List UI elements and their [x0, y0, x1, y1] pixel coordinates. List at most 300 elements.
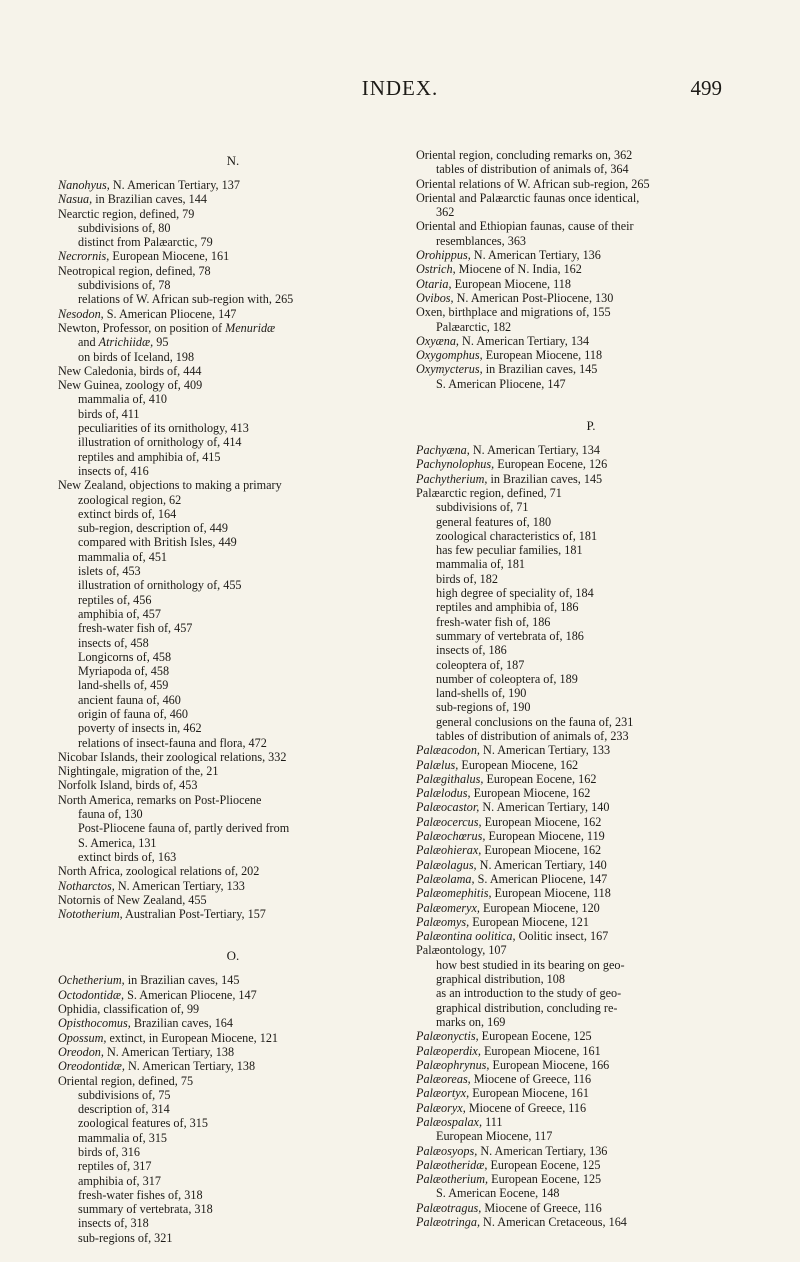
index-subentry — [58, 350, 408, 364]
index-entry — [58, 1045, 408, 1059]
index-subentry — [58, 235, 408, 249]
entry-text: distinct from Palæarctic, 79 — [78, 235, 213, 250]
index-entry — [416, 915, 766, 929]
index-entry — [416, 1172, 766, 1186]
index-entry — [416, 1215, 766, 1229]
entry-text: birds of, 182 — [436, 571, 498, 586]
entry-text: N. American Post-Pliocene, 130 — [453, 290, 614, 305]
entry-text: has few peculiar families, 181 — [436, 543, 583, 558]
index-entry — [416, 334, 766, 348]
index-entry — [416, 1101, 766, 1115]
entry-term: Palæoryx, — [416, 1100, 466, 1115]
index-subentry — [416, 162, 766, 176]
index-entry — [58, 750, 408, 764]
entry-term: Pachytherium, — [416, 471, 488, 486]
index-subentry — [58, 407, 408, 421]
entry-term: Necrornis, — [58, 249, 110, 264]
entry-term: Palæotherium, — [416, 1172, 489, 1187]
page-header — [0, 70, 800, 100]
index-subentry — [416, 600, 766, 614]
index-subentry — [58, 278, 408, 292]
index-subentry — [416, 958, 766, 972]
entry-text: illustration of ornithology of, 414 — [78, 435, 242, 450]
entry-text: Oolitic insect, 167 — [515, 929, 609, 944]
index-entry — [58, 207, 408, 221]
entry-text: European Miocene, 161 — [469, 1086, 589, 1101]
index-entry — [416, 148, 766, 162]
index-subentry — [58, 1116, 408, 1130]
entry-text: zoological region, 62 — [78, 492, 182, 507]
entry-text: graphical distribution, 108 — [436, 972, 565, 987]
entry-text: Oriental and Ethiopian faunas, cause of their — [416, 219, 634, 234]
index-subentry — [58, 636, 408, 650]
entry-term: Oreodon, — [58, 1044, 104, 1059]
page-number: 499 — [690, 76, 722, 100]
index-entry — [416, 1044, 766, 1058]
section-spacer — [58, 921, 408, 943]
section-letter: O. — [226, 948, 240, 964]
entry-text: North Africa, zoological relations of, 202 — [58, 864, 260, 879]
index-subentry — [416, 500, 766, 514]
index-subentry — [58, 650, 408, 664]
entry-text: reptiles of, 317 — [78, 1159, 152, 1174]
entry-text: North America, remarks on Post-Pliocene — [58, 792, 262, 807]
entry-text: European Eocene, 125 — [478, 1029, 592, 1044]
index-subentry — [58, 693, 408, 707]
entry-term: Ostrich, — [416, 262, 456, 277]
entry-text: European Miocene, 117 — [436, 1129, 553, 1144]
entry-text: S. American Eocene, 148 — [436, 1186, 560, 1201]
entry-text: insects of, 186 — [436, 643, 507, 658]
index-subentry — [58, 678, 408, 692]
entry-term: Palægithalus, — [416, 771, 484, 786]
entry-text: 362 — [436, 205, 455, 220]
entry-text: tables of distribution of animals of, 364 — [436, 162, 629, 177]
index-subentry — [58, 721, 408, 735]
index-entry — [416, 191, 766, 205]
index-entry — [58, 1002, 408, 1016]
index-column-right — [416, 148, 766, 1229]
entry-text: sub-regions of, 321 — [78, 1230, 173, 1245]
entry-text: illustration of ornithology of, 455 — [78, 578, 242, 593]
index-entry — [58, 478, 408, 492]
entry-text: subdivisions of, 71 — [436, 500, 529, 515]
index-subentry — [58, 1088, 408, 1102]
entry-text: summary of vertebrata, 318 — [78, 1202, 213, 1217]
entry-term: Oxyæna, — [416, 333, 459, 348]
entry-text: peculiarities of its ornithology, 413 — [78, 421, 249, 436]
entry-text: S. American Pliocene, 147 — [103, 306, 237, 321]
entry-text: European Eocene, 162 — [483, 771, 597, 786]
entry-term: Palæolama, — [416, 871, 475, 886]
entry-text: fauna of, 130 — [78, 807, 143, 822]
index-subentry — [416, 1129, 766, 1143]
index-column-left — [58, 148, 408, 1245]
index-entry — [58, 988, 408, 1002]
index-subentry — [58, 736, 408, 750]
index-entry — [416, 305, 766, 319]
entry-term: Palæotheridæ, — [416, 1157, 488, 1172]
entry-text: amphibia of, 457 — [78, 606, 161, 621]
entry-text: poverty of insects in, 462 — [78, 721, 202, 736]
index-subentry — [58, 607, 408, 621]
index-entry — [416, 815, 766, 829]
entry-text: sub-regions of, 190 — [436, 700, 531, 715]
entry-term: Atrichiidæ, — [98, 335, 154, 350]
entry-text: S. American Pliocene, 147 — [124, 987, 257, 1002]
index-subentry — [416, 320, 766, 334]
index-subentry — [58, 707, 408, 721]
index-subentry — [58, 1159, 408, 1173]
index-entry — [416, 829, 766, 843]
entry-term: Palæacodon, — [416, 743, 480, 758]
entry-text: reptiles and amphibia of, 186 — [436, 600, 579, 615]
entry-text: fresh-water fishes of, 318 — [78, 1187, 203, 1202]
index-entry — [58, 907, 408, 921]
entry-term: Palæohierax, — [416, 843, 482, 858]
entry-text: Palæontology, 107 — [416, 943, 507, 958]
entry-term: Orohippus, — [416, 248, 471, 263]
index-subentry — [58, 521, 408, 535]
index-entry — [58, 249, 408, 263]
entry-text: S. American Pliocene, 147 — [474, 871, 608, 886]
entry-text: European Miocene, 121 — [469, 914, 589, 929]
index-entry — [58, 1059, 408, 1073]
index-subentry — [416, 658, 766, 672]
index-entry — [58, 192, 408, 206]
running-title: INDEX. — [361, 76, 439, 100]
entry-term: Otaria, — [416, 276, 452, 291]
entry-term: Octodontidæ, — [58, 987, 125, 1002]
entry-text: mammalia of, 410 — [78, 392, 168, 407]
section-spacer — [416, 391, 766, 413]
entry-term: Palæonyctis, — [416, 1029, 479, 1044]
entry-text: Notornis of New Zealand, 455 — [58, 892, 207, 907]
index-subentry — [416, 1001, 766, 1015]
entry-text: N. American Tertiary, 140 — [479, 800, 610, 815]
entry-text: graphical distribution, concluding re- — [436, 1000, 618, 1015]
entry-text: zoological characteristics of, 181 — [436, 528, 598, 543]
index-entry — [416, 943, 766, 957]
entry-text: tables of distribution of animals of, 233 — [436, 728, 629, 743]
entry-term: Menuridæ — [225, 320, 276, 335]
entry-text: reptiles and amphibia of, 415 — [78, 449, 221, 464]
entry-text: Nightingale, migration of the, 21 — [58, 764, 219, 779]
entry-text: land-shells of, 459 — [78, 678, 169, 693]
entry-text: subdivisions of, 80 — [78, 220, 171, 235]
index-subentry — [58, 221, 408, 235]
entry-text: Nearctic region, defined, 79 — [58, 206, 195, 221]
entry-term: Palæophrynus, — [416, 1057, 490, 1072]
index-entry — [58, 1016, 408, 1030]
entry-text: S. American Pliocene, 147 — [436, 376, 566, 391]
index-entry — [58, 264, 408, 278]
entry-text: N. American Tertiary, 140 — [476, 857, 607, 872]
entry-text: European Miocene, 166 — [489, 1057, 610, 1072]
index-subentry — [416, 1015, 766, 1029]
entry-text: subdivisions of, 75 — [78, 1087, 171, 1102]
entry-term: Nanohyus, — [58, 178, 110, 192]
entry-text: general features of, 180 — [436, 514, 552, 529]
entry-text: mammalia of, 315 — [78, 1130, 168, 1145]
index-continuation — [416, 205, 766, 219]
entry-text: S. America, 131 — [78, 835, 157, 850]
entry-term: Palæortyx, — [416, 1086, 470, 1101]
entry-text: on birds of Iceland, 198 — [78, 349, 195, 364]
entry-term: Palæomys, — [416, 914, 470, 929]
index-subentry — [416, 643, 766, 657]
entry-text: description of, 314 — [78, 1102, 170, 1117]
entry-text: N. American Tertiary, 134 — [458, 333, 590, 348]
entry-text: New Caledonia, birds of, 444 — [58, 363, 202, 378]
index-subentry — [58, 1216, 408, 1230]
entry-text: N. American Tertiary, 136 — [470, 248, 601, 263]
index-subentry — [58, 1102, 408, 1116]
entry-text: Oriental region, concluding remarks on, 362 — [416, 148, 633, 162]
index-subentry — [58, 292, 408, 306]
entry-text: in Brazilian caves, 145 — [482, 362, 598, 377]
index-entry — [416, 472, 766, 486]
entry-text: Australian Post-Tertiary, 157 — [122, 907, 266, 922]
entry-text: European Miocene, 162 — [470, 786, 591, 801]
entry-text: number of coleoptera of, 189 — [436, 671, 578, 686]
section-letter: P. — [586, 418, 596, 434]
entry-text: Longicorns of, 458 — [78, 649, 172, 664]
entry-term: Palæolagus, — [416, 857, 477, 872]
index-subentry — [416, 586, 766, 600]
index-continuation — [58, 807, 408, 821]
entry-text: 95 — [153, 335, 169, 350]
index-subentry — [58, 1231, 408, 1245]
index-subentry — [58, 535, 408, 549]
index-subentry — [416, 572, 766, 586]
index-subentry — [58, 578, 408, 592]
entry-text: European Miocene, 161 — [109, 249, 230, 264]
entry-text: Miocene of Greece, 116 — [470, 1072, 592, 1087]
entry-text: Nicobar Islands, their zoological relations, 332 — [58, 749, 287, 764]
entry-text: birds of, 316 — [78, 1145, 140, 1159]
index-entry — [58, 321, 408, 335]
index-entry — [416, 1058, 766, 1072]
entry-term: Opossum, — [58, 1030, 107, 1045]
entry-text: how best studied in its bearing on geo- — [436, 957, 625, 972]
index-entry — [416, 1086, 766, 1100]
index-entry — [416, 277, 766, 291]
entry-text: Post-Pliocene fauna of, partly derived from — [78, 821, 290, 836]
entry-text: amphibia of, 317 — [78, 1173, 161, 1188]
entry-text: European Eocene, 125 — [487, 1157, 601, 1172]
entry-text: European Eocene, 126 — [494, 457, 608, 472]
index-subentry — [416, 629, 766, 643]
index-entry — [416, 901, 766, 915]
index-subentry — [416, 529, 766, 543]
entry-text: Newton, Professor, on position of — [58, 320, 226, 335]
entry-text: coleoptera of, 187 — [436, 657, 525, 672]
index-entry — [416, 177, 766, 191]
entry-text: Miocene of N. India, 162 — [455, 262, 582, 277]
entry-text: subdivisions of, 78 — [78, 278, 171, 293]
entry-text: insects of, 458 — [78, 635, 149, 650]
index-entry — [58, 1074, 408, 1088]
entry-term: Palæosyops, — [416, 1143, 478, 1158]
entry-text: Neotropical region, defined, 78 — [58, 263, 211, 278]
index-entry — [58, 778, 408, 792]
index-entry — [416, 1115, 766, 1129]
entry-text: reptiles of, 456 — [78, 592, 152, 607]
index-entry — [416, 1029, 766, 1043]
index-entry — [416, 457, 766, 471]
index-entry — [58, 364, 408, 378]
index-subentry — [58, 621, 408, 635]
entry-text: general conclusions on the fauna of, 231 — [436, 714, 634, 729]
index-entry — [416, 1201, 766, 1215]
entry-text: fresh-water fish of, 186 — [436, 614, 551, 629]
index-entry — [416, 843, 766, 857]
entry-text: European Eocene, 125 — [488, 1172, 602, 1187]
index-entry — [416, 800, 766, 814]
entry-term: Palæontina oolitica, — [416, 929, 516, 944]
index-subentry — [58, 836, 408, 850]
entry-text: European Miocene, 162 — [481, 843, 602, 858]
index-entry — [416, 886, 766, 900]
index-subentry — [416, 986, 766, 1000]
entry-term: Ovibos, — [416, 290, 454, 305]
index-entry — [58, 864, 408, 878]
entry-text: sub-region, description of, 449 — [78, 521, 228, 536]
entry-text: European Miocene, 162 — [481, 814, 602, 829]
entry-text: high degree of speciality of, 184 — [436, 586, 594, 601]
entry-text: New Guinea, zoology of, 409 — [58, 378, 203, 393]
index-entry — [416, 929, 766, 943]
index-subentry — [58, 435, 408, 449]
entry-term: Palæotringa, — [416, 1215, 480, 1230]
entry-text: Oxen, birthplace and migrations of, 155 — [416, 305, 611, 320]
entry-text: zoological features of, 315 — [78, 1116, 208, 1131]
entry-term: Palælus, — [416, 757, 459, 772]
entry-term: Nototherium, — [58, 907, 123, 922]
index-subentry — [58, 392, 408, 406]
entry-text: insects of, 318 — [78, 1216, 149, 1231]
entry-text: extinct birds of, 164 — [78, 506, 177, 521]
entry-text: N. American Tertiary, 138 — [124, 1059, 256, 1074]
entry-text: mammalia of, 181 — [436, 557, 526, 572]
index-subentry — [416, 686, 766, 700]
entry-term: Oxymycterus, — [416, 362, 483, 377]
entry-text: islets of, 453 — [78, 564, 141, 579]
entry-term: Palæochœrus, — [416, 829, 486, 844]
entry-text: Ophidia, classification of, 99 — [58, 1002, 200, 1017]
entry-text: European Miocene, 120 — [479, 900, 600, 915]
entry-text: and — [78, 335, 99, 350]
index-entry — [58, 307, 408, 321]
index-subentry — [58, 507, 408, 521]
entry-text: New Zealand, objections to making a primary — [58, 478, 282, 493]
index-subentry — [58, 821, 408, 835]
entry-text: Oriental region, defined, 75 — [58, 1073, 194, 1088]
entry-text: birds of, 411 — [78, 406, 140, 421]
entry-term: Palælodus, — [416, 786, 471, 801]
entry-text: Miocene of Greece, 116 — [465, 1100, 587, 1115]
index-entry — [416, 362, 766, 376]
entry-text: N. American Tertiary, 134 — [469, 443, 600, 458]
entry-text: extinct birds of, 163 — [78, 849, 177, 864]
entry-text: N. American Tertiary, 133 — [479, 743, 611, 758]
index-entry — [416, 443, 766, 457]
entry-text: N. American Tertiary, 136 — [477, 1143, 608, 1158]
index-subentry — [58, 564, 408, 578]
index-subentry — [58, 1145, 408, 1159]
entry-text: N. American Cretaceous, 164 — [480, 1215, 627, 1230]
entry-text: in Brazilian caves, 144 — [92, 192, 207, 207]
entry-term: Opisthocomus, — [58, 1016, 131, 1031]
index-subentry — [416, 377, 766, 391]
index-subentry — [416, 515, 766, 529]
index-entry — [58, 178, 408, 192]
entry-term: Palæoperdix, — [416, 1043, 481, 1058]
index-continuation — [416, 234, 766, 248]
entry-text: Oriental and Palæarctic faunas once identical, — [416, 190, 640, 205]
index-subentry — [416, 672, 766, 686]
entry-text: summary of vertebrata of, 186 — [436, 628, 584, 643]
entry-text: Brazilian caves, 164 — [130, 1016, 233, 1031]
entry-text: N. American Tertiary, 137 — [109, 178, 240, 192]
entry-text: European Miocene, 119 — [485, 829, 605, 844]
entry-term: Palæoreas, — [416, 1072, 471, 1087]
entry-text: in Brazilian caves, 145 — [124, 973, 240, 988]
entry-term: Ochetherium, — [58, 973, 125, 988]
entry-text: European Miocene, 118 — [491, 886, 611, 901]
entry-term: Nesodon, — [58, 306, 104, 321]
entry-text: mammalia of, 451 — [78, 549, 168, 564]
index-entry — [58, 378, 408, 392]
entry-text: European Miocene, 118 — [482, 348, 603, 363]
entry-term: Oreodontidæ, — [58, 1059, 125, 1074]
entry-term: Palæospalax, — [416, 1115, 483, 1129]
entry-text: compared with British Isles, 449 — [78, 535, 237, 550]
entry-term: Oxygomphus, — [416, 348, 483, 363]
index-subentry — [416, 700, 766, 714]
index-entry — [416, 1158, 766, 1172]
index-subentry — [416, 972, 766, 986]
entry-text: fresh-water fish of, 457 — [78, 621, 193, 636]
entry-text: 111 — [482, 1115, 503, 1129]
entry-text: marks on, 169 — [436, 1014, 506, 1029]
index-entry — [58, 893, 408, 907]
entry-text: N. American Tertiary, 138 — [103, 1044, 235, 1059]
index-subentry — [416, 715, 766, 729]
entry-term: Pachynolophus, — [416, 457, 495, 472]
index-subentry — [58, 1188, 408, 1202]
entry-text: N. American Tertiary, 133 — [114, 878, 245, 893]
entry-text: Palæarctic region, defined, 71 — [416, 485, 562, 500]
entry-text: Norfolk Island, birds of, 453 — [58, 778, 198, 793]
entry-text: ancient fauna of, 460 — [78, 692, 181, 707]
index-subentry — [58, 850, 408, 864]
index-subentry — [416, 729, 766, 743]
entry-text: Palæarctic, 182 — [436, 319, 512, 334]
index-subentry — [58, 464, 408, 478]
entry-term: Nasua, — [58, 192, 93, 207]
entry-text: relations of insect-fauna and flora, 472 — [78, 735, 267, 750]
index-entry — [416, 858, 766, 872]
index-continuation — [58, 493, 408, 507]
index-subentry — [58, 1174, 408, 1188]
entry-term: Notharctos, — [58, 878, 115, 893]
index-subentry — [58, 1131, 408, 1145]
entry-term: Palæomeryx, — [416, 900, 480, 915]
entry-text: relations of W. African sub-region with, 265 — [78, 292, 294, 307]
index-entry — [416, 262, 766, 276]
